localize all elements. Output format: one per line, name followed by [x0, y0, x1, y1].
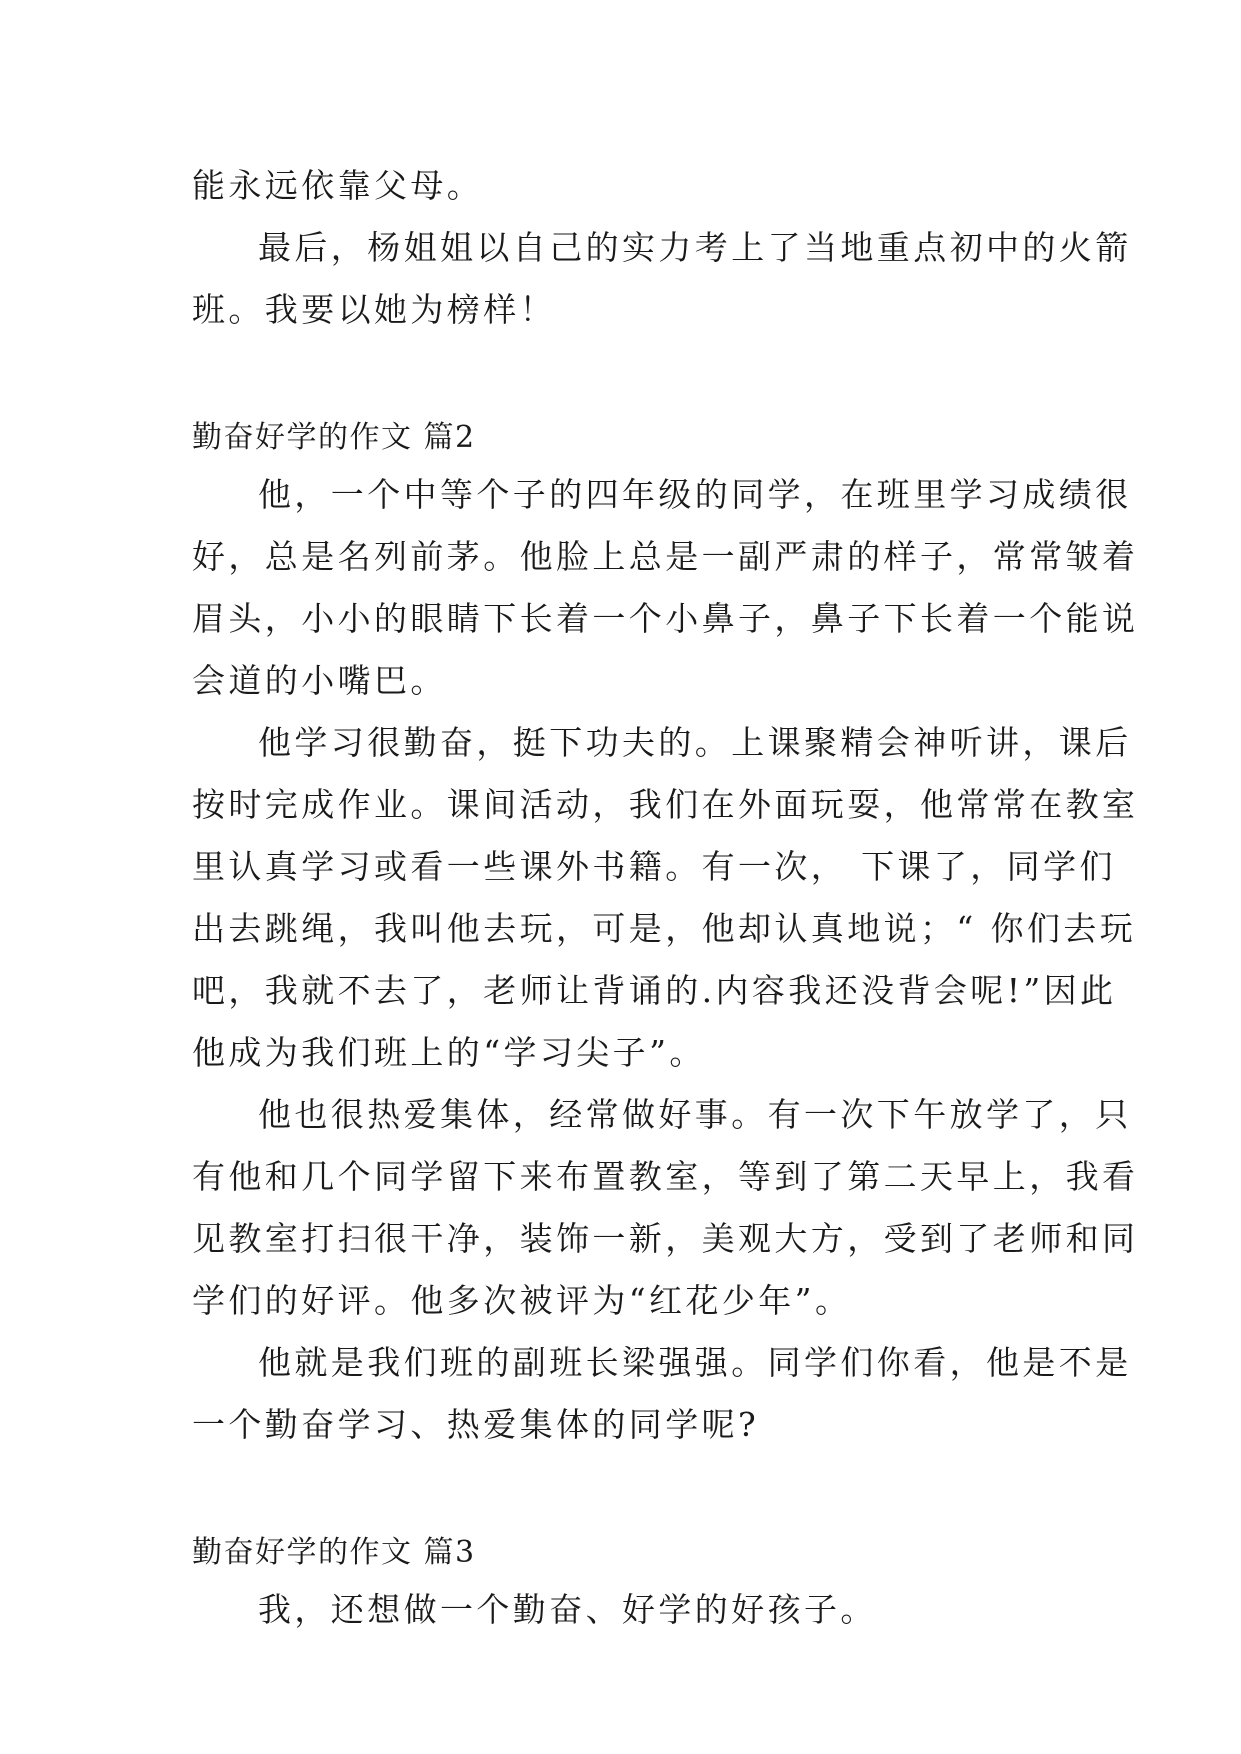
paragraph-line: 班。我要以她为榜样！	[192, 290, 556, 329]
paragraph-line: 按时完成作业。课间活动，我们在外面玩耍，他常常在教室	[192, 785, 1139, 824]
paragraph-line: 他学习很勤奋，挺下功夫的。上课聚精会神听讲，课后	[258, 723, 1132, 762]
paragraph-line: 能永远依靠父母。	[192, 166, 484, 205]
paragraph-line: 他成为我们班上的“学习尖子”。	[192, 1033, 706, 1072]
paragraph-line: 最后，杨姐姐以自己的实力考上了当地重点初中的火箭	[258, 228, 1132, 267]
paragraph-line: 他就是我们班的副班长梁强强。同学们你看，他是不是	[258, 1343, 1132, 1382]
section-heading: 勤奋好学的作文 篇2	[192, 420, 476, 455]
paragraph-line: 学们的好评。他多次被评为“红花少年”。	[192, 1281, 852, 1320]
paragraph-line: 里认真学习或看一些课外书籍。有一次， 下课了，同学们	[192, 847, 1116, 886]
paragraph-line: 我，还想做一个勤奋、好学的好孩子。	[258, 1590, 877, 1629]
paragraph-line: 吧，我就不去了，老师让背诵的.内容我还没背会呢!”因此	[192, 971, 1117, 1010]
paragraph-line: 眉头，小小的眼睛下长着一个小鼻子，鼻子下长着一个能说	[192, 599, 1139, 638]
paragraph-line: 会道的小嘴巴。	[192, 661, 447, 700]
paragraph-line: 一个勤奋学习、热爱集体的同学呢?	[192, 1405, 760, 1444]
section-heading: 勤奋好学的作文 篇3	[192, 1535, 476, 1570]
paragraph-line: 好，总是名列前茅。他脸上总是一副严肃的样子，常常皱着	[192, 537, 1139, 576]
paragraph-line: 有他和几个同学留下来布置教室，等到了第二天早上，我看	[192, 1157, 1139, 1196]
paragraph-line: 见教室打扫很干净，装饰一新，美观大方，受到了老师和同	[192, 1219, 1139, 1258]
paragraph-line: 出去跳绳，我叫他去玩，可是，他却认真地说；“ 你们去玩	[192, 909, 1137, 948]
paragraph-line: 他，一个中等个子的四年级的同学，在班里学习成绩很	[258, 475, 1132, 514]
paragraph-line: 他也很热爱集体，经常做好事。有一次下午放学了，只	[258, 1095, 1132, 1134]
